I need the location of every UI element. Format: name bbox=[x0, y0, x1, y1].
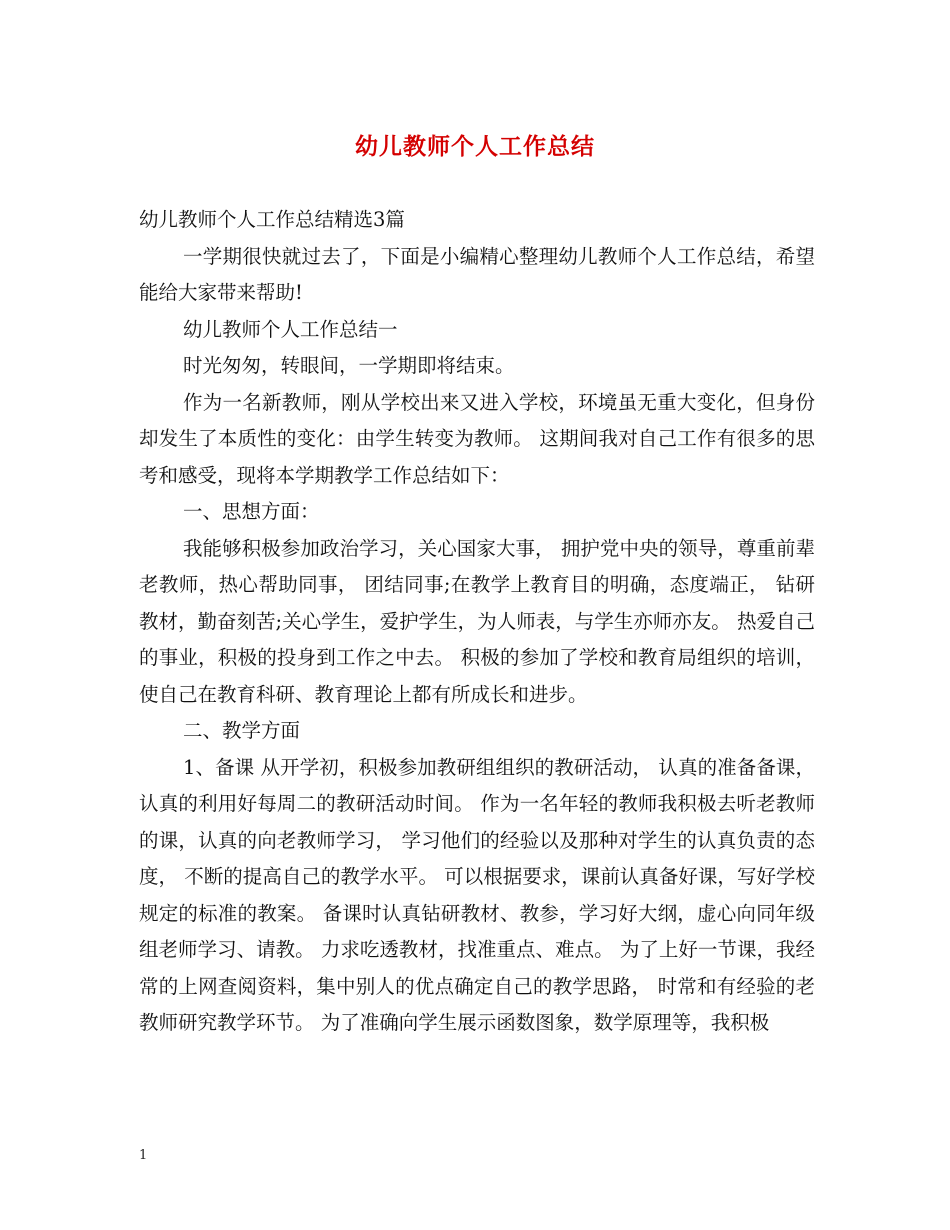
section-heading-thought: 一、思想方面： bbox=[183, 500, 320, 523]
document-body bbox=[139, 202, 815, 1042]
intro-paragraph: 一学期很快就过去了，下面是小编精心整理幼儿教师个人工作总结，希望能给大家带来帮助! bbox=[139, 244, 815, 304]
opening-paragraph: 时光匆匆，转眼间，一学期即将结束。 bbox=[183, 354, 515, 377]
document-subtitle: 幼儿教师个人工作总结精选3篇 bbox=[139, 208, 405, 231]
section-heading-part-one: 幼儿教师个人工作总结一 bbox=[183, 317, 398, 341]
lesson-prep-paragraph: 1、备课 从开学初，积极参加教研组组织的教研活动， 认真的准备备课，认真的利用好每周二的教研活动时间。 作为一名年轻的教师我积极去听老教师的课，认真的向老教师学习， 学习他们的经验以及那种对学生的认真负责的态度， 不断的提高自己的教学水平。 可以根据要求，课前认真备好课，写好学校规定的标准的教案。 备课时认真钻研教材、教参，学习好大纲，虚心向同年级组老师学习、请教。 力求吃透教材，找准重点、难点。 为了上好一节课，我经常的上网查阅资料，集中别人的优点确定自己的教学思路， 时常和有经验的老教师研究教学环节。 为了准确向学生展示函数图象，数学原理等，我积极 bbox=[139, 755, 815, 1034]
document-title: 幼儿教师个人工作总结 bbox=[355, 133, 595, 160]
new-teacher-paragraph: 作为一名新教师，刚从学校出来又进入学校，环境虽无重大变化，但身份却发生了本质性的变化：由学生转变为教师。 这期间我对自己工作有很多的思考和感受，现将本学期教学工作总结如下： bbox=[139, 390, 815, 487]
thought-paragraph: 我能够积极参加政治学习，关心国家大事， 拥护党中央的领导，尊重前辈老教师，热心帮助同事， 团结同事;在教学上教育目的明确，态度端正， 钻研教材，勤奋刻苦;关心学生，爱护学生，为人师表，与学生亦师亦友。 热爱自己的事业，积极的投身到工作之中去。 积极的参加了学校和教育局组织的培训，使自己在教育科研、教育理论上都有所成长和进步。 bbox=[139, 536, 815, 706]
page-number: 1 bbox=[139, 1148, 148, 1163]
section-heading-teaching: 二、教学方面 bbox=[183, 719, 301, 742]
